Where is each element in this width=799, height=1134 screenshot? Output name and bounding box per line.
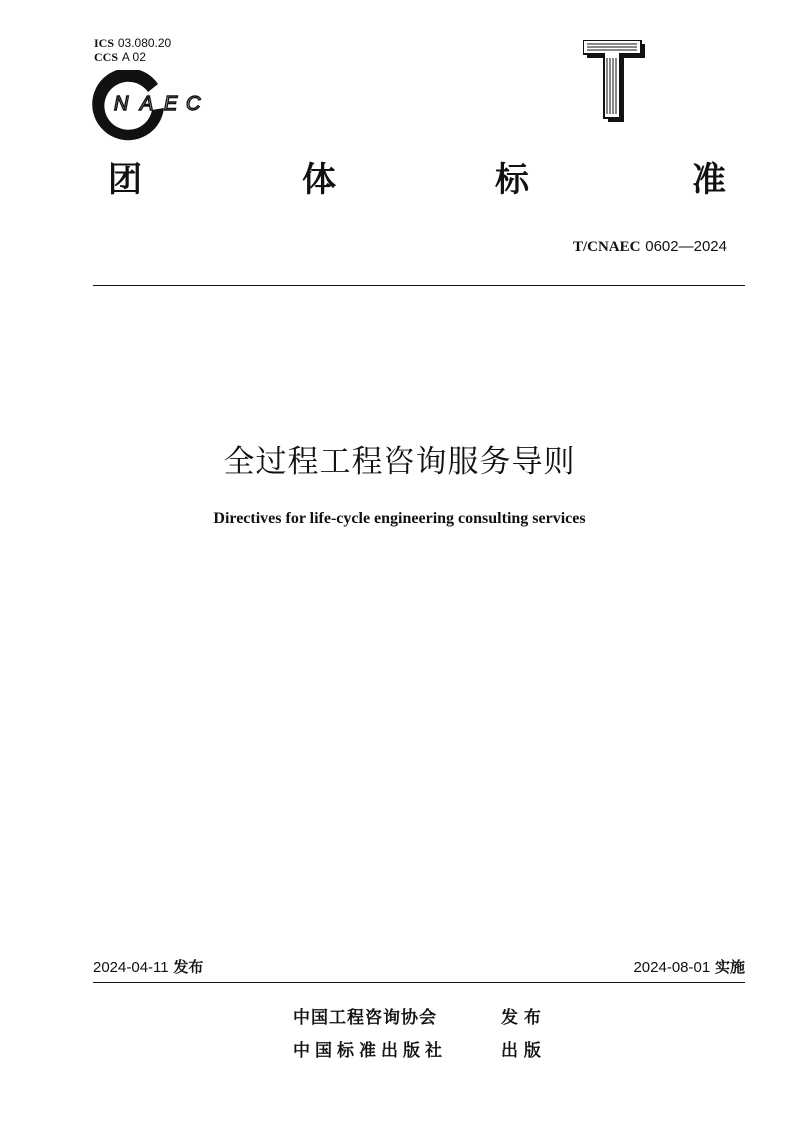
printer-name: 中国标准出版社 <box>293 1041 447 1061</box>
standard-type-t-mark <box>583 40 645 122</box>
standard-number-suffix: 0602—2024 <box>645 238 727 255</box>
heading-char-4: 准 <box>692 160 726 200</box>
standard-number-prefix: T/CNAEC <box>572 239 641 255</box>
implement-date: 2024-08-01 <box>633 959 711 976</box>
ccs-value: A 02 <box>121 50 146 64</box>
issuer-name: 中国工程咨询协会 <box>293 1008 437 1028</box>
document-title-cn: 全过程工程咨询服务导则 <box>223 444 576 480</box>
standard-number <box>573 237 727 256</box>
issuer-action: 发 布 <box>501 1008 541 1028</box>
logo-letter-a: A <box>140 93 154 115</box>
logo-letter-c: C <box>186 93 201 115</box>
ics-line <box>94 36 171 50</box>
document-title-en: Directives for life-cycle engineering consulting services <box>213 510 586 527</box>
ics-value: 03.080.20 <box>117 36 172 50</box>
t-face <box>583 40 641 118</box>
ics-label: ICS <box>94 36 115 50</box>
implement-label: 实施 <box>714 958 745 976</box>
cnaec-logo <box>88 70 212 142</box>
heading-char-3: 标 <box>495 160 529 200</box>
issue-date: 2024-04-11 <box>93 959 169 976</box>
header-divider <box>93 285 745 286</box>
logo-letter-n: N <box>114 93 129 115</box>
implement-date-line <box>633 956 745 977</box>
logo-letter-e: E <box>164 93 178 115</box>
issue-label: 发布 <box>173 958 204 976</box>
heading-char-2: 体 <box>302 160 336 200</box>
issue-date-line <box>93 956 203 977</box>
ccs-line <box>94 50 171 64</box>
printer-action: 出 版 <box>501 1041 541 1061</box>
heading-char-1: 团 <box>108 160 142 200</box>
footer-divider <box>93 982 745 983</box>
ccs-label: CCS <box>94 50 119 64</box>
classification-codes <box>94 36 171 64</box>
